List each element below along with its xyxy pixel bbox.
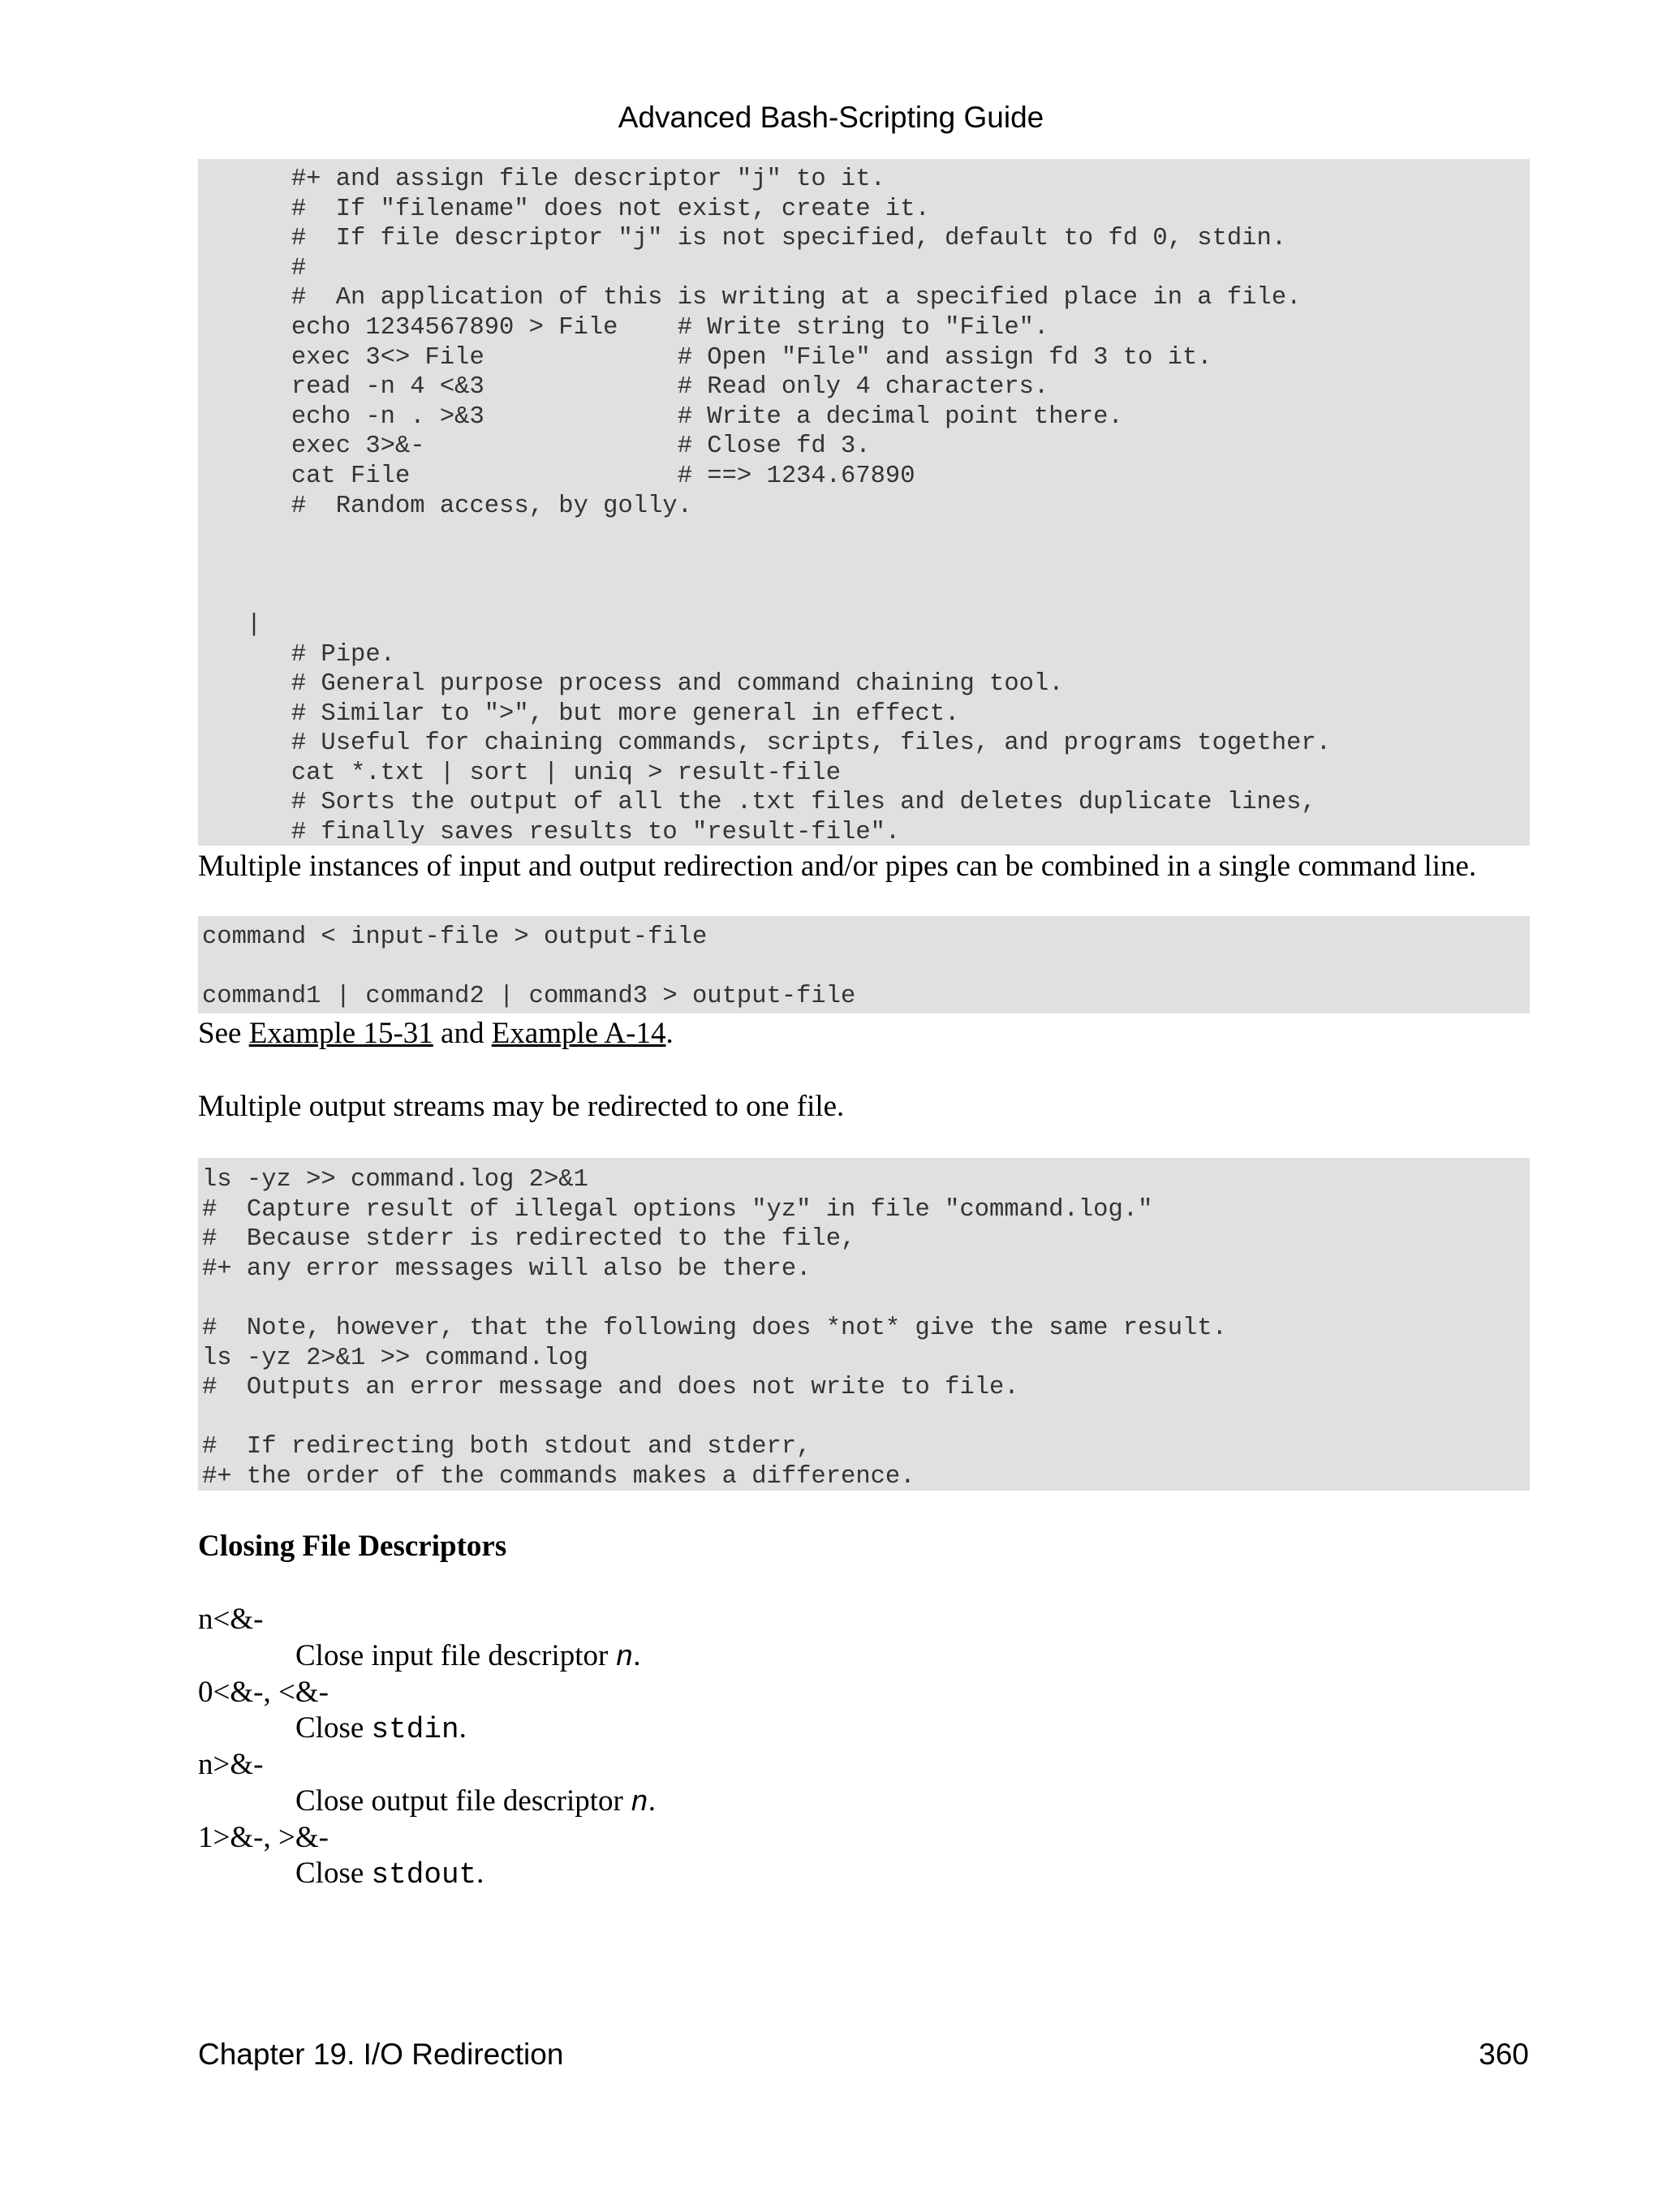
- see-also-middle: and: [433, 1017, 492, 1050]
- code-line: [202, 551, 1530, 581]
- definition-suffix: .: [476, 1857, 484, 1890]
- definition-text: Close input file descriptor: [295, 1638, 616, 1672]
- code-line: #+ and assign file descriptor "j" to it.: [202, 166, 885, 193]
- definition-term: 1>&-, >&-: [198, 1820, 329, 1854]
- paragraph-multiple-output: Multiple output streams may be redirected to one file.: [198, 1090, 845, 1123]
- code-line: [202, 521, 1530, 551]
- paragraph-see-also: [198, 1016, 674, 1052]
- code-line: #: [202, 254, 307, 282]
- code-line: ls -yz >> command.log 2>&1: [202, 1166, 588, 1194]
- definition-suffix: .: [648, 1784, 656, 1818]
- code-line: # Outputs an error message and does not write to file.: [202, 1374, 1019, 1402]
- code-line: # finally saves results to "result-file".: [202, 819, 901, 847]
- code-line: # If file descriptor "j" is not specified, default to fd 0, stdin.: [202, 225, 1287, 253]
- definition-suffix: .: [633, 1638, 641, 1672]
- code-line: # Similar to ">", but more general in effect.: [202, 699, 960, 728]
- code-line: #+ any error messages will also be there.: [202, 1254, 812, 1283]
- code-line: [202, 1403, 1530, 1433]
- code-line: echo 1234567890 > File # Write string to "File".: [202, 313, 1049, 342]
- code-line: ls -yz 2>&1 >> command.log: [202, 1344, 588, 1372]
- definition-description: [295, 1711, 467, 1748]
- footer-page-number: 360: [1479, 2038, 1529, 2071]
- code-line: [202, 580, 1530, 610]
- code-line: #+ the order of the commands makes a difference.: [202, 1462, 915, 1491]
- definition-code: stdin: [371, 1713, 459, 1746]
- code-line: # Random access, by golly.: [202, 492, 692, 520]
- code-line: [202, 1284, 1530, 1314]
- footer-chapter: Chapter 19. I/O Redirection: [198, 2038, 564, 2071]
- code-line: read -n 4 <&3 # Read only 4 characters.: [202, 373, 1049, 402]
- code-line: exec 3<> File # Open "File" and assign fd 3 to it.: [202, 343, 1212, 372]
- code-line: # Useful for chaining commands, scripts, files, and programs together.: [202, 729, 1332, 758]
- code-line: # Pipe.: [202, 640, 395, 669]
- code-line: # Because stderr is redirected to the file,: [202, 1225, 856, 1254]
- code-block-stderr-redirect: [198, 1158, 1530, 1491]
- definition-term: 0<&-, <&-: [198, 1675, 329, 1709]
- link-example-15-31[interactable]: Example 15-31: [248, 1017, 433, 1050]
- definition-text: Close: [295, 1711, 372, 1745]
- definition-text: Close: [295, 1857, 372, 1890]
- page-header: Advanced Bash-Scripting Guide: [618, 101, 1044, 134]
- code-line: [202, 953, 1530, 983]
- definition-code: stdout: [371, 1858, 477, 1891]
- code-block-combined-redirection: [198, 916, 1530, 1013]
- code-line: command < input-file > output-file: [202, 923, 708, 951]
- see-also-prefix: See: [198, 1017, 249, 1050]
- paragraph-multiple-instances: Multiple instances of input and output redirection and/or pipes can be combined in a single command line.: [198, 850, 1477, 883]
- definition-term: n<&-: [198, 1603, 264, 1636]
- code-line: echo -n . >&3 # Write a decimal point there.: [202, 402, 1123, 431]
- definition-suffix: .: [459, 1711, 467, 1745]
- code-line: # If redirecting both stdout and stderr,: [202, 1433, 812, 1461]
- code-line: # Capture result of illegal options "yz" in file "command.log.": [202, 1195, 1153, 1224]
- code-line: command1 | command2 | command3 > output-file: [202, 983, 856, 1011]
- definition-code: n: [631, 1785, 648, 1819]
- code-line: # Sorts the output of all the .txt files and deletes duplicate lines,: [202, 789, 1316, 817]
- definition-description: [295, 1784, 656, 1821]
- definition-code: n: [615, 1640, 634, 1674]
- code-line: # General purpose process and command chaining tool.: [202, 670, 1064, 699]
- code-line: cat *.txt | sort | uniq > result-file: [202, 759, 842, 787]
- definition-description: [295, 1856, 484, 1893]
- code-line: exec 3>&- # Close fd 3.: [202, 433, 871, 461]
- definition-text: Close output file descriptor: [295, 1784, 631, 1818]
- code-line: # If "filename" does not exist, create it.: [202, 195, 930, 223]
- link-example-a-14[interactable]: Example A-14: [491, 1017, 666, 1050]
- see-also-suffix: .: [665, 1017, 674, 1050]
- code-line: # Note, however, that the following does *not* give the same result.: [202, 1314, 1227, 1342]
- definition-term: n>&-: [198, 1748, 264, 1781]
- section-heading-closing-fd: Closing File Descriptors: [198, 1530, 507, 1563]
- code-block-file-descriptor-pipe: [198, 159, 1530, 846]
- code-line: |: [202, 610, 262, 639]
- code-line: # An application of this is writing at a specified place in a file.: [202, 284, 1302, 312]
- definition-description: [295, 1638, 640, 1676]
- code-line: cat File # ==> 1234.67890: [202, 462, 915, 490]
